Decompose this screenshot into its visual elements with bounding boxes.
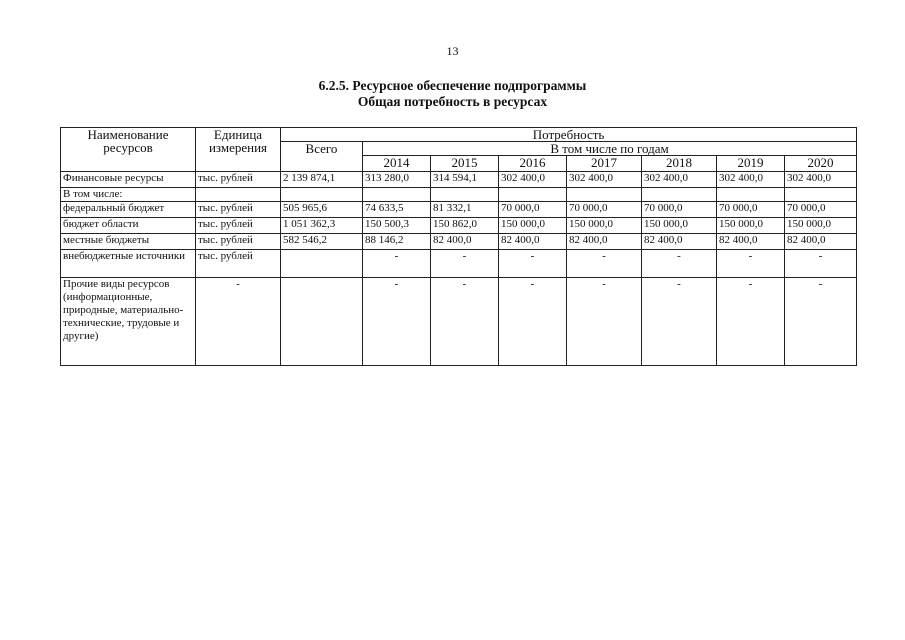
row-year-value: 150 000,0 xyxy=(717,218,785,234)
row-year-value: 302 400,0 xyxy=(499,172,567,188)
row-year-value xyxy=(499,188,567,202)
table-row xyxy=(61,234,857,250)
row-name: В том числе: xyxy=(61,188,196,202)
table-row xyxy=(61,172,857,188)
row-year-value: 302 400,0 xyxy=(717,172,785,188)
table-row xyxy=(61,188,857,202)
row-unit: тыс. рублей xyxy=(196,234,281,250)
row-year-value: - xyxy=(431,250,499,278)
resource-table xyxy=(60,127,857,366)
row-name: бюджет области xyxy=(61,218,196,234)
row-year-value: 70 000,0 xyxy=(717,202,785,218)
title-line-2: Общая потребность в ресурсах xyxy=(357,94,548,109)
row-name: федеральный бюджет xyxy=(61,202,196,218)
row-total: 582 546,2 xyxy=(281,234,363,250)
row-year-value: - xyxy=(363,278,431,366)
row-year-value: 314 594,1 xyxy=(431,172,499,188)
row-year-value: 82 400,0 xyxy=(499,234,567,250)
row-year-value: 82 400,0 xyxy=(642,234,717,250)
table-row xyxy=(61,218,857,234)
title-line-1: 6.2.5. Ресурсное обеспечение подпрограммы xyxy=(318,78,587,93)
row-name: Прочие виды ресурсов (информационные, природные, материально-технические, трудовые и другие) xyxy=(61,278,196,366)
row-year-value: 70 000,0 xyxy=(499,202,567,218)
header-year: 2014 xyxy=(363,156,431,172)
row-year-value: 81 332,1 xyxy=(431,202,499,218)
row-year-value xyxy=(785,188,857,202)
row-total: 505 965,6 xyxy=(281,202,363,218)
row-year-value: 88 146,2 xyxy=(363,234,431,250)
row-year-value: 150 500,3 xyxy=(363,218,431,234)
row-year-value: 70 000,0 xyxy=(785,202,857,218)
row-year-value: - xyxy=(785,250,857,278)
row-year-value: - xyxy=(567,278,642,366)
row-year-value xyxy=(363,188,431,202)
header-need: Потребность xyxy=(281,128,857,142)
row-total xyxy=(281,250,363,278)
header-year: 2018 xyxy=(642,156,717,172)
row-year-value: 302 400,0 xyxy=(567,172,642,188)
row-year-value: 150 000,0 xyxy=(642,218,717,234)
row-name: Финансовые ресурсы xyxy=(61,172,196,188)
row-total xyxy=(281,278,363,366)
header-year: 2019 xyxy=(717,156,785,172)
row-year-value xyxy=(642,188,717,202)
row-year-value: - xyxy=(717,250,785,278)
row-year-value: - xyxy=(717,278,785,366)
row-year-value: 82 400,0 xyxy=(567,234,642,250)
row-unit: тыс. рублей xyxy=(196,218,281,234)
row-year-value: 150 000,0 xyxy=(499,218,567,234)
row-unit xyxy=(196,188,281,202)
row-year-value: - xyxy=(567,250,642,278)
row-year-value: 150 862,0 xyxy=(431,218,499,234)
row-year-value: 150 000,0 xyxy=(567,218,642,234)
row-unit: тыс. рублей xyxy=(196,172,281,188)
row-year-value: 302 400,0 xyxy=(785,172,857,188)
row-year-value: 74 633,5 xyxy=(363,202,431,218)
row-year-value: 313 280,0 xyxy=(363,172,431,188)
header-year: 2020 xyxy=(785,156,857,172)
row-year-value xyxy=(431,188,499,202)
row-unit: тыс. рублей xyxy=(196,250,281,278)
header-year: 2016 xyxy=(499,156,567,172)
row-name: внебюджетные источники xyxy=(61,250,196,278)
row-unit: - xyxy=(196,278,281,366)
row-year-value: 82 400,0 xyxy=(785,234,857,250)
table-row xyxy=(61,202,857,218)
row-year-value: - xyxy=(642,278,717,366)
row-year-value: - xyxy=(363,250,431,278)
row-name: местные бюджеты xyxy=(61,234,196,250)
row-total: 1 051 362,3 xyxy=(281,218,363,234)
row-year-value: - xyxy=(499,250,567,278)
header-name: Наименование ресурсов xyxy=(61,128,196,172)
row-year-value: 82 400,0 xyxy=(717,234,785,250)
section-title xyxy=(0,78,905,110)
header-year: 2015 xyxy=(431,156,499,172)
row-year-value: 70 000,0 xyxy=(567,202,642,218)
row-year-value: - xyxy=(431,278,499,366)
table-row xyxy=(61,250,857,278)
header-by-years: В том числе по годам xyxy=(363,142,857,156)
row-year-value: 70 000,0 xyxy=(642,202,717,218)
page-number: 13 xyxy=(446,44,459,58)
row-year-value: 150 000,0 xyxy=(785,218,857,234)
row-year-value: - xyxy=(785,278,857,366)
header-total: Всего xyxy=(281,142,363,172)
row-year-value: - xyxy=(642,250,717,278)
row-year-value: 302 400,0 xyxy=(642,172,717,188)
header-unit: Единица измерения xyxy=(196,128,281,172)
row-year-value xyxy=(717,188,785,202)
row-year-value: 82 400,0 xyxy=(431,234,499,250)
row-year-value: - xyxy=(499,278,567,366)
row-unit: тыс. рублей xyxy=(196,202,281,218)
table-row xyxy=(61,278,857,366)
row-total: 2 139 874,1 xyxy=(281,172,363,188)
row-year-value xyxy=(567,188,642,202)
row-total xyxy=(281,188,363,202)
header-year: 2017 xyxy=(567,156,642,172)
